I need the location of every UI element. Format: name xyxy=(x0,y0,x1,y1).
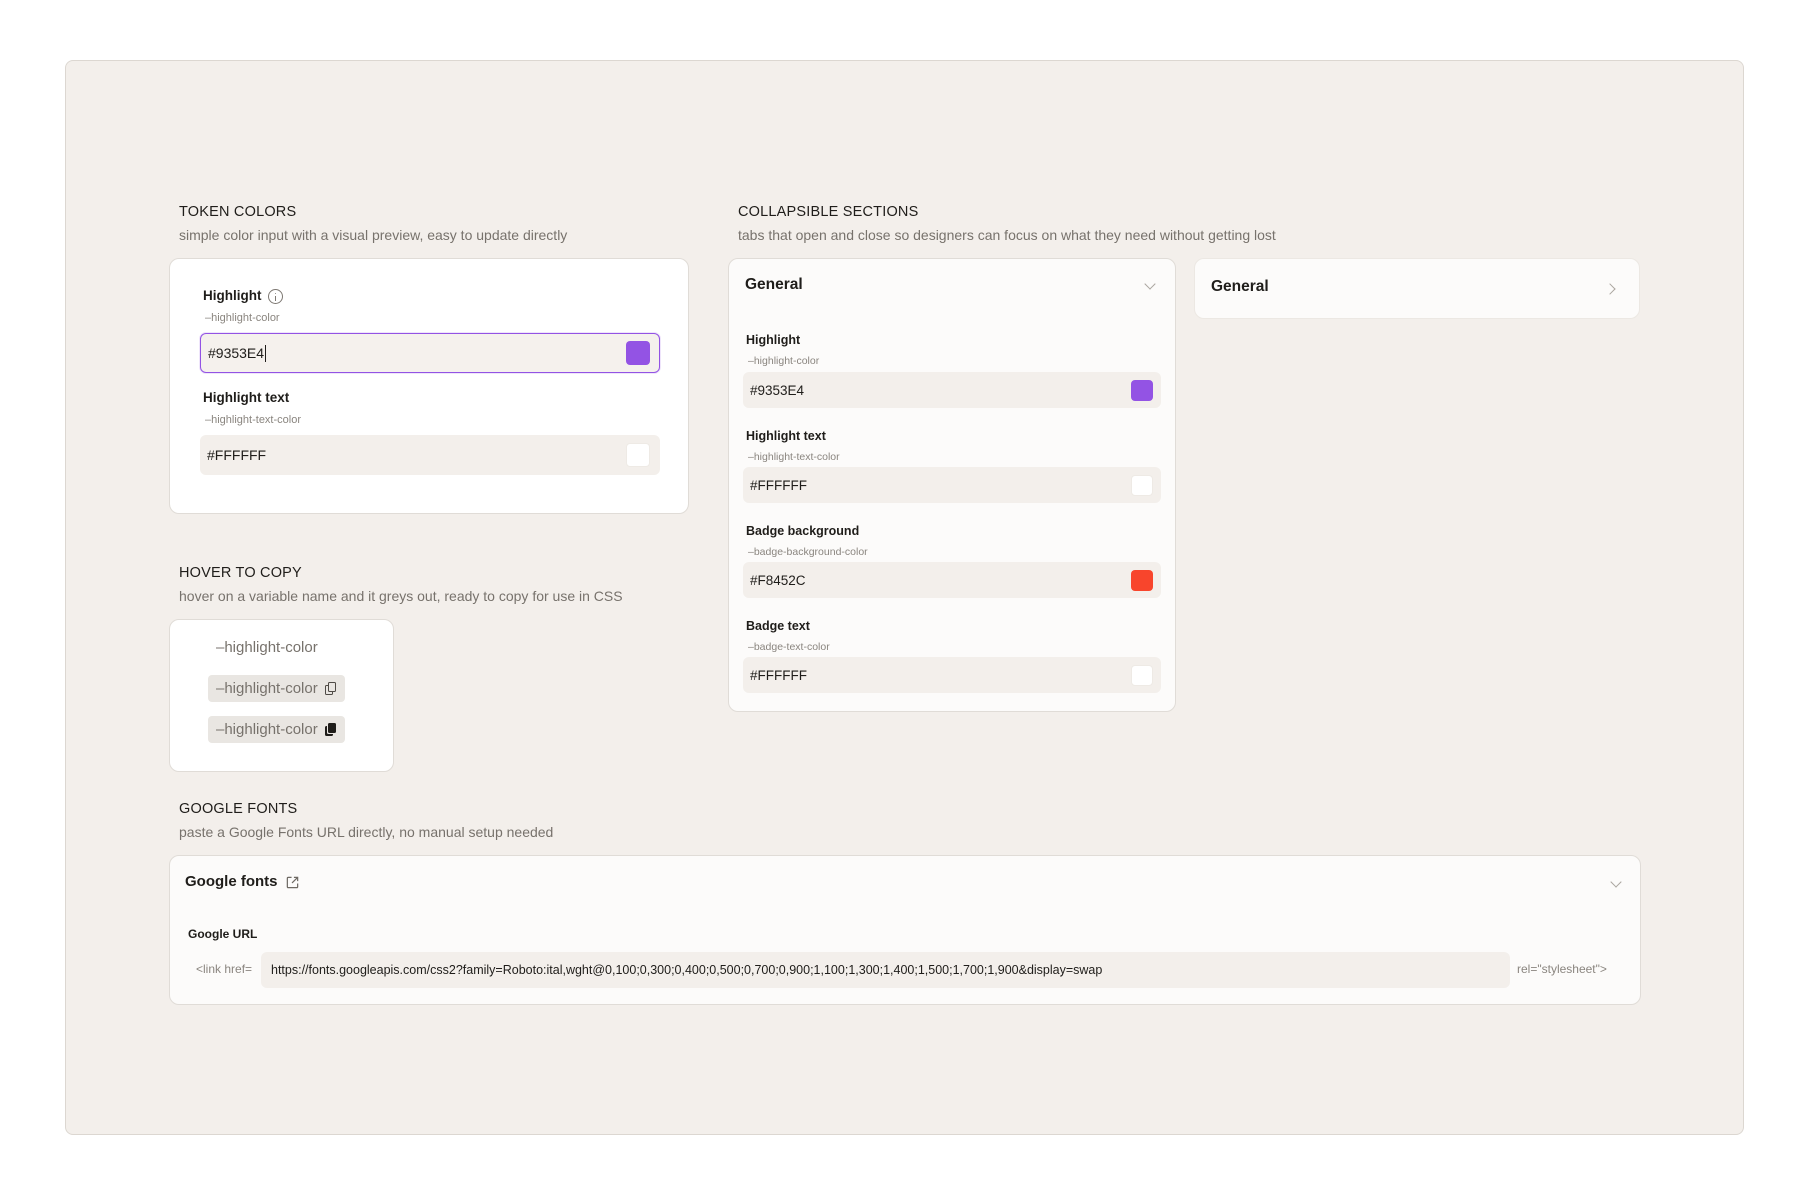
variable-chip-text: –highlight-color xyxy=(216,680,318,697)
text-caret xyxy=(265,345,266,362)
variable-chip-default[interactable] xyxy=(216,635,318,659)
hover-copy-description: hover on a variable name and it greys out, ready to copy for use in CSS xyxy=(179,588,623,604)
field-label: Highlight xyxy=(746,333,801,347)
highlight-label: Highlight xyxy=(203,288,262,303)
color-swatch[interactable] xyxy=(1131,570,1153,591)
field-value: #FFFFFF xyxy=(750,477,807,493)
google-url-input[interactable] xyxy=(261,952,1510,988)
google-fonts-description: paste a Google Fonts URL directly, no manual setup needed xyxy=(179,824,554,840)
variable-chip-text: –highlight-color xyxy=(216,721,318,738)
canvas-board xyxy=(65,60,1744,1135)
variable-chip-pressed[interactable] xyxy=(208,716,345,743)
color-swatch[interactable] xyxy=(1131,475,1153,496)
highlight-color-input[interactable] xyxy=(200,333,660,373)
token-colors-description: simple color input with a visual preview, easy to update directly xyxy=(179,227,568,243)
general-panel-title[interactable]: General xyxy=(745,276,803,293)
field-input[interactable] xyxy=(743,657,1161,693)
color-swatch[interactable] xyxy=(1131,380,1153,401)
highlight-color-value: #9353E4 xyxy=(208,345,265,361)
general-panel-collapsed[interactable] xyxy=(1194,258,1640,319)
collapsible-title: COLLAPSIBLE SECTIONS xyxy=(738,204,919,220)
general-panel-title[interactable]: General xyxy=(1211,278,1269,295)
link-prefix: <link href= xyxy=(196,962,253,976)
collapsible-description: tabs that open and close so designers can focus on what they need without getting lost xyxy=(738,227,1276,243)
chevron-right-icon[interactable] xyxy=(1604,283,1615,294)
color-swatch[interactable] xyxy=(1131,665,1153,686)
google-fonts-panel-title[interactable]: Google fonts xyxy=(185,873,278,890)
chevron-down-icon[interactable] xyxy=(1610,876,1621,887)
google-fonts-title: GOOGLE FONTS xyxy=(179,801,298,817)
highlight-text-color-value: #FFFFFF xyxy=(207,447,267,463)
field-label: Badge text xyxy=(746,619,810,633)
hover-copy-card xyxy=(169,619,394,772)
info-icon[interactable] xyxy=(268,289,283,304)
field-label: Highlight text xyxy=(746,429,826,443)
hover-copy-title: HOVER TO COPY xyxy=(179,565,302,581)
highlight-text-color-input[interactable] xyxy=(200,435,660,475)
field-value: #F8452C xyxy=(750,572,806,588)
external-link-icon[interactable] xyxy=(285,875,300,890)
field-variable[interactable]: –highlight-color xyxy=(748,355,820,367)
field-value: #FFFFFF xyxy=(750,667,807,683)
token-colors-card xyxy=(169,258,689,514)
highlight-variable[interactable]: –highlight-color xyxy=(205,312,280,324)
copy-icon[interactable] xyxy=(325,682,337,696)
highlight-text-label: Highlight text xyxy=(203,390,290,405)
field-variable[interactable]: –badge-background-color xyxy=(748,546,868,558)
field-value: #9353E4 xyxy=(750,382,805,398)
field-input[interactable] xyxy=(743,562,1161,598)
google-url-label: Google URL xyxy=(188,927,258,941)
highlight-text-color-swatch[interactable] xyxy=(626,443,650,467)
chevron-down-icon[interactable] xyxy=(1144,278,1155,289)
highlight-text-variable[interactable]: –highlight-text-color xyxy=(205,414,301,426)
field-variable[interactable]: –highlight-text-color xyxy=(748,451,840,463)
google-fonts-panel xyxy=(169,855,1641,1005)
field-variable[interactable]: –badge-text-color xyxy=(748,641,830,653)
token-colors-title: TOKEN COLORS xyxy=(179,204,297,220)
copy-filled-icon[interactable] xyxy=(325,723,337,737)
link-suffix: rel="stylesheet"> xyxy=(1517,962,1607,976)
google-url-value: https://fonts.googleapis.com/css2?family=Roboto:ital,wght@0,100;0,300;0,400;0,500;0,700;0,900;1,100;1,300;1,400;1,500;1,700;1,900&display=swap xyxy=(271,963,1103,977)
highlight-color-swatch[interactable] xyxy=(626,341,650,365)
general-panel-expanded xyxy=(728,258,1176,712)
field-input[interactable] xyxy=(743,467,1161,503)
variable-chip-text: –highlight-color xyxy=(216,638,318,656)
field-input[interactable] xyxy=(743,372,1161,408)
field-label: Badge background xyxy=(746,524,860,538)
variable-chip-hover[interactable] xyxy=(208,675,345,702)
